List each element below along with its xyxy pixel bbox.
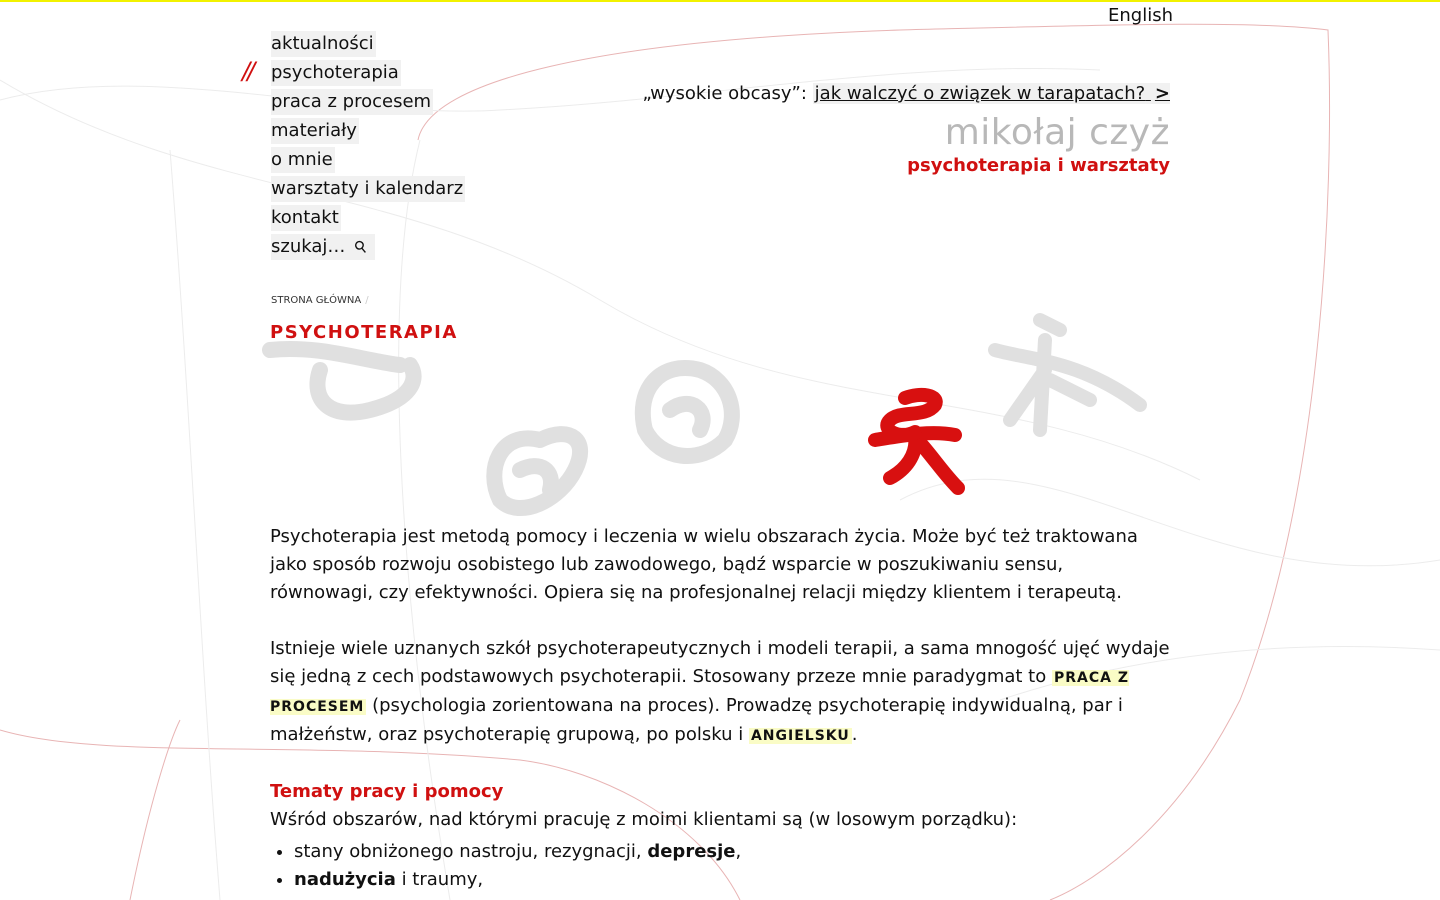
page-title: PSYCHOTERAPIA	[270, 322, 458, 343]
list-item	[294, 838, 1170, 866]
nav-item-aktualnosci[interactable]: aktualności	[271, 31, 376, 57]
search-field[interactable]	[271, 234, 375, 260]
search-icon[interactable]: ⚲	[350, 235, 372, 258]
schools-text-c: .	[851, 724, 858, 745]
list-item-suffix: i traumy,	[395, 869, 484, 890]
list-item-suffix: ,	[735, 841, 742, 862]
language-switch-link[interactable]: English	[1108, 5, 1173, 26]
nav-item-materialy[interactable]: materiały	[271, 118, 359, 144]
schools-text-b: (psychologia zorientowana na proces). Prowadzę psychoterapię indywidualną, par i małżeństw, oraz psychoterapię grupową, po polsku i	[270, 695, 1123, 745]
process-work-link[interactable]: PRACA Z PROCESEM	[270, 670, 1129, 715]
list-item-keyword: nadużycia	[294, 869, 396, 890]
nav-item-warsztaty-i-kalendarz[interactable]: warsztaty i kalendarz	[271, 176, 465, 202]
featured-article-title: jak walczyć o związek w tarapatach?	[814, 83, 1146, 104]
list-item	[294, 866, 1170, 894]
intro-paragraph: Psychoterapia jest metodą pomocy i leczenia w wielu obszarach życia. Może być też traktowana jako sposób rozwoju osobistego lub zawodowego, bądź wsparcie w poszukiwaniu sensu, równowagi, czy efektywności. Opiera się na profesjonalnej relacji między klientem i terapeutą.	[270, 526, 1138, 603]
topics-list	[270, 838, 1170, 894]
schools-text-a: Istnieje wiele uznanych szkół psychoterapeutycznych i modeli terapii, a sama mnogość ujęć wydaje się jedną z cech podstawowych psychoterapii. Stosowany przeze mnie paradygmat to	[270, 638, 1170, 687]
nav-item-kontakt[interactable]: kontakt	[271, 205, 341, 231]
top-accent-line	[0, 0, 1440, 2]
chevron-right-icon: >	[1154, 83, 1170, 104]
search-label: szukaj…	[271, 236, 346, 257]
schools-paragraph	[270, 635, 1170, 750]
list-item-keyword: depresje	[647, 841, 736, 862]
breadcrumb-home[interactable]: STRONA GŁÓWNA /	[271, 295, 369, 306]
main-navigation	[271, 31, 465, 263]
english-link[interactable]: ANGIELSKU	[750, 728, 850, 744]
site-subtitle: psychoterapia i warsztaty	[907, 155, 1170, 176]
nav-item-praca-z-procesem[interactable]: praca z procesem	[271, 89, 433, 115]
section-intro: Wśród obszarów, nad którymi pracuję z moimi klientami są (w losowym porządku):	[270, 809, 1018, 830]
list-item-text: stany obniżonego nastroju, rezygnacji,	[294, 841, 648, 862]
section-heading: Tematy pracy i pomocy	[270, 781, 504, 802]
active-nav-marker: //	[242, 57, 253, 85]
red-calligraphy-mark	[875, 395, 958, 488]
featured-source: „wysokie obcasy”:	[642, 83, 807, 104]
nav-item-o-mnie[interactable]: o mnie	[271, 147, 335, 173]
featured-article	[643, 83, 1170, 104]
featured-article-link[interactable]	[813, 83, 1170, 104]
site-title[interactable]: mikołaj czyż	[944, 112, 1170, 153]
main-content	[270, 523, 1170, 894]
nav-item-psychoterapia[interactable]: psychoterapia	[271, 60, 401, 86]
